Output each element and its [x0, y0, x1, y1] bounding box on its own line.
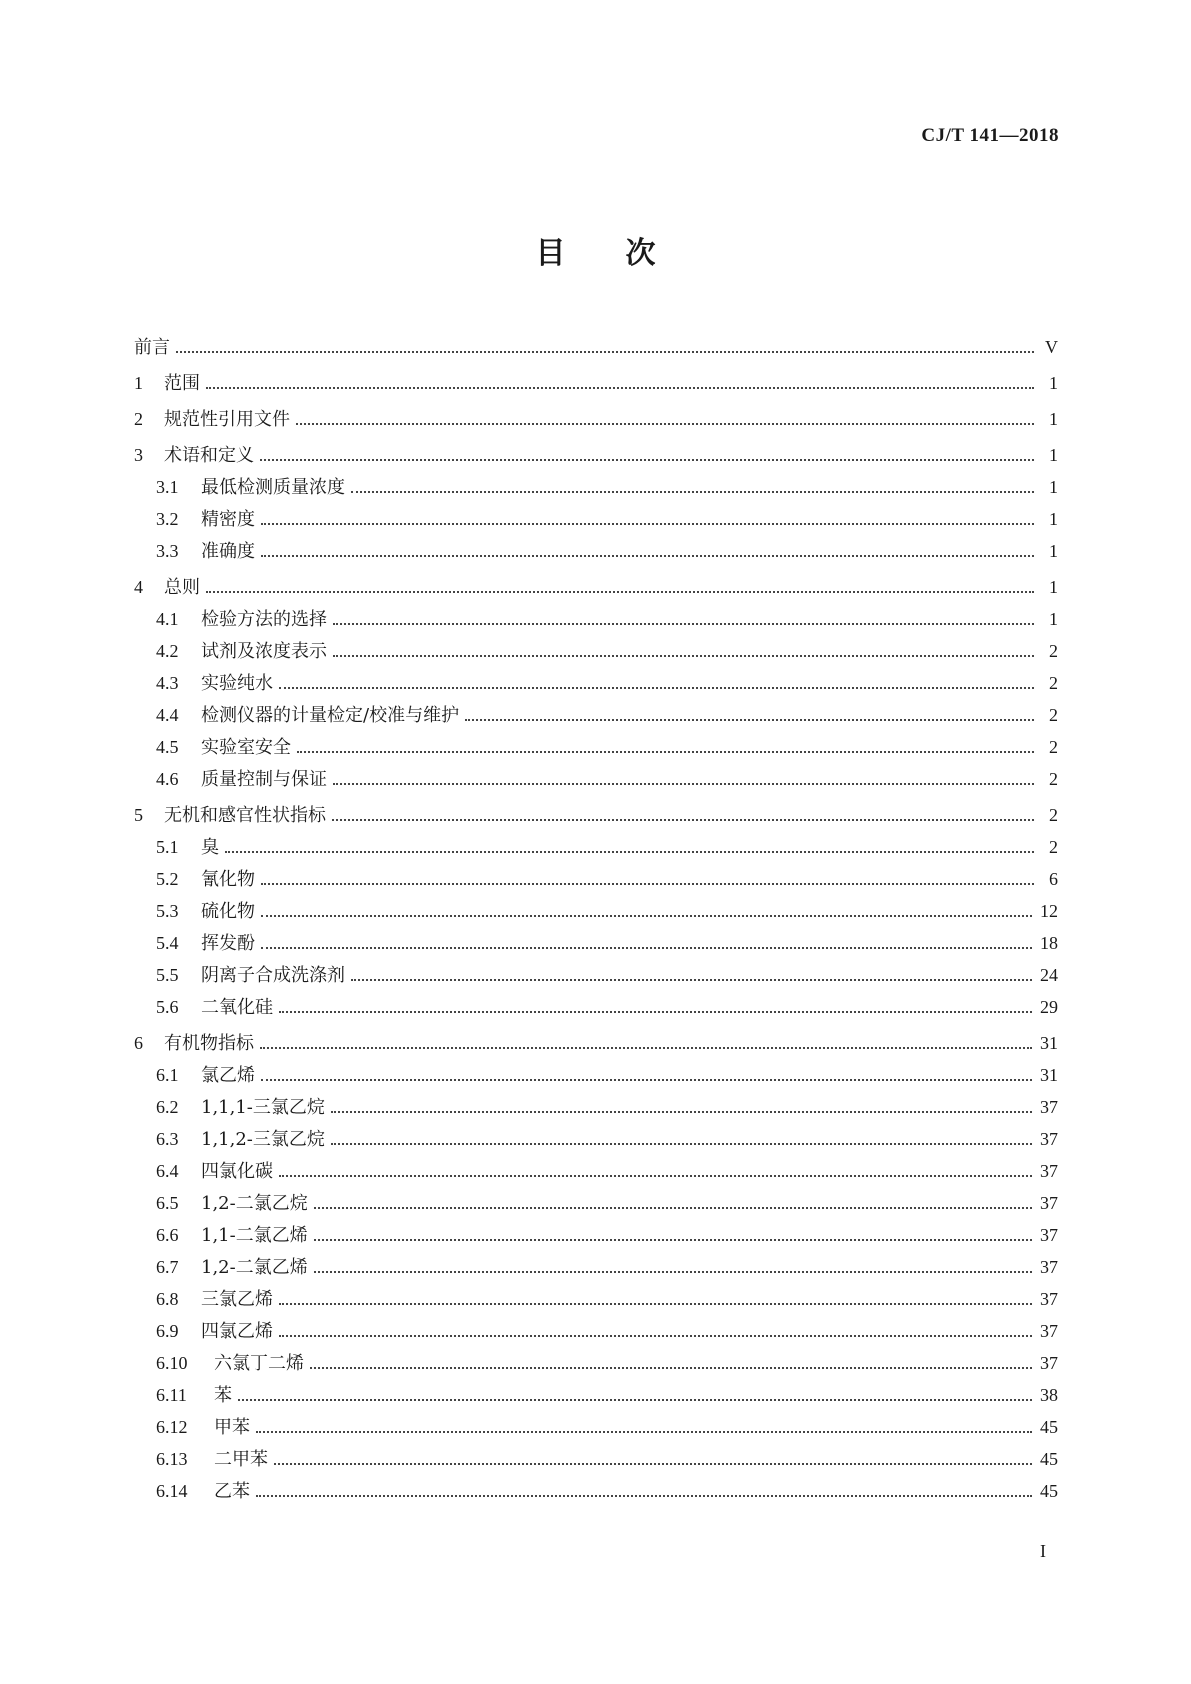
toc-entry-number: 6.8 [156, 1289, 179, 1309]
toc-entry-page: 1 [1049, 541, 1058, 561]
toc-entry-number: 6.3 [156, 1129, 179, 1149]
toc-leader-dots [279, 1302, 1032, 1305]
toc-entry-label: 1,2-二氯乙烷 [201, 1193, 308, 1214]
toc-leader-dots [206, 386, 1034, 389]
toc-entry-number: 5.2 [156, 869, 179, 889]
toc-entry-page: 1 [1049, 409, 1058, 429]
toc-entry-number: 4.4 [156, 705, 179, 725]
toc-entry-page: 1 [1049, 445, 1058, 465]
toc-entry-page: 6 [1049, 869, 1058, 889]
toc-entry-number: 4.5 [156, 737, 179, 757]
toc-entry[interactable] [134, 765, 1058, 797]
toc-leader-dots [331, 1142, 1032, 1145]
toc-entry[interactable] [134, 1189, 1058, 1221]
toc-entry[interactable] [134, 701, 1058, 733]
toc-leader-dots [351, 490, 1034, 493]
toc-leader-dots [238, 1398, 1032, 1401]
toc-entry-page: 18 [1040, 933, 1058, 953]
toc-entry-page: 37 [1040, 1321, 1058, 1341]
toc-entry-page: V [1045, 337, 1058, 357]
toc-entry-number: 6.12 [156, 1417, 188, 1437]
toc-leader-dots [351, 978, 1032, 981]
toc-leader-dots [261, 554, 1034, 557]
toc-entry-label: 苯 [214, 1385, 232, 1406]
toc-entry[interactable] [134, 441, 1058, 473]
toc-entry-label: 检测仪器的计量检定/校准与维护 [201, 705, 460, 726]
toc-entry-label: 氯乙烯 [201, 1065, 255, 1086]
toc-entry-page: 2 [1049, 837, 1058, 857]
toc-entry-number: 5.4 [156, 933, 179, 953]
toc-entry-label: 1,1,2-三氯乙烷 [201, 1129, 325, 1150]
toc-entry[interactable] [134, 1253, 1058, 1285]
toc-entry-label: 实验室安全 [201, 737, 291, 758]
toc-leader-dots [261, 1078, 1032, 1081]
toc-entry-number: 5.5 [156, 965, 179, 985]
toc-leader-dots [333, 622, 1034, 625]
toc-entry[interactable] [134, 405, 1058, 437]
toc-entry-label: 阴离子合成洗涤剂 [201, 965, 345, 986]
toc-entry[interactable] [134, 1157, 1058, 1189]
toc-entry-label: 最低检测质量浓度 [201, 477, 345, 498]
toc-entry-page: 2 [1049, 673, 1058, 693]
toc-entry-number: 6 [134, 1033, 143, 1053]
toc-entry[interactable] [134, 865, 1058, 897]
toc-entry[interactable] [134, 961, 1058, 993]
toc-entry-label: 氰化物 [201, 869, 255, 890]
toc-entry-label: 硫化物 [201, 901, 255, 922]
toc-entry-label: 乙苯 [214, 1481, 250, 1502]
toc-entry-number: 1 [134, 373, 143, 393]
toc-entry[interactable] [134, 1349, 1058, 1381]
toc-entry[interactable] [134, 929, 1058, 961]
toc-title: 目次 [535, 236, 716, 271]
toc-entry-page: 2 [1049, 769, 1058, 789]
toc-leader-dots [314, 1238, 1032, 1241]
toc-entry-label: 二甲苯 [214, 1449, 268, 1470]
toc-entry[interactable] [134, 537, 1058, 569]
toc-entry-label: 有机物指标 [164, 1033, 254, 1054]
toc-leader-dots [261, 946, 1032, 949]
toc-entry[interactable] [134, 1061, 1058, 1093]
toc-entry-label: 前言 [134, 337, 170, 358]
toc-entry-page: 38 [1040, 1385, 1058, 1405]
toc-entry-number: 3.1 [156, 477, 179, 497]
toc-entry-label: 臭 [201, 837, 219, 858]
toc-entry-number: 4.2 [156, 641, 179, 661]
toc-entry-number: 6.13 [156, 1449, 188, 1469]
toc-entry[interactable] [134, 1445, 1058, 1477]
toc-entry[interactable] [134, 505, 1058, 537]
toc-entry[interactable] [134, 833, 1058, 865]
toc-entry-label: 三氯乙烯 [201, 1289, 273, 1310]
toc-entry-label: 四氯化碳 [201, 1161, 273, 1182]
toc-entry-page: 12 [1040, 901, 1058, 921]
toc-leader-dots [279, 1334, 1032, 1337]
toc-entry-number: 6.1 [156, 1065, 179, 1085]
document-code: CJ/T 141—2018 [921, 125, 1059, 146]
toc-leader-dots [206, 590, 1034, 593]
toc-entry-label: 检验方法的选择 [201, 609, 327, 630]
toc-entry-number: 6.7 [156, 1257, 179, 1277]
toc-entry[interactable] [134, 333, 1058, 365]
toc-entry-page: 31 [1040, 1065, 1058, 1085]
toc-entry-page: 37 [1040, 1257, 1058, 1277]
toc-entry-label: 准确度 [201, 541, 255, 562]
toc-entry[interactable] [134, 605, 1058, 637]
toc-entry-label: 总则 [164, 577, 200, 598]
toc-entry-number: 6.9 [156, 1321, 179, 1341]
toc-entry-number: 5.3 [156, 901, 179, 921]
page-number: I [1040, 1541, 1046, 1561]
table-of-contents [134, 333, 1058, 1509]
toc-entry-label: 试剂及浓度表示 [201, 641, 327, 662]
toc-leader-dots [274, 1462, 1032, 1465]
toc-entry[interactable] [134, 1029, 1058, 1061]
toc-entry-label: 规范性引用文件 [164, 409, 290, 430]
toc-entry-page: 37 [1040, 1161, 1058, 1181]
toc-entry[interactable] [134, 1317, 1058, 1349]
toc-entry-page: 1 [1049, 477, 1058, 497]
toc-entry-page: 24 [1040, 965, 1058, 985]
toc-leader-dots [261, 882, 1034, 885]
toc-entry-page: 31 [1040, 1033, 1058, 1053]
toc-entry-label: 范围 [164, 373, 200, 394]
toc-entry-number: 3.2 [156, 509, 179, 529]
toc-entry[interactable] [134, 1285, 1058, 1317]
toc-entry-number: 6.14 [156, 1481, 188, 1501]
toc-leader-dots [296, 422, 1034, 425]
toc-entry-page: 45 [1040, 1417, 1058, 1437]
toc-entry-number: 3 [134, 445, 143, 465]
toc-leader-dots [261, 522, 1034, 525]
toc-entry-label: 无机和感官性状指标 [164, 805, 326, 826]
toc-entry-label: 精密度 [201, 509, 255, 530]
toc-entry-number: 4 [134, 577, 143, 597]
toc-entry-number: 6.2 [156, 1097, 179, 1117]
toc-entry-page: 2 [1049, 805, 1058, 825]
toc-leader-dots [297, 750, 1034, 753]
toc-entry-number: 6.10 [156, 1353, 188, 1373]
toc-entry-number: 2 [134, 409, 143, 429]
toc-leader-dots [279, 1010, 1032, 1013]
toc-entry-label: 挥发酚 [201, 933, 255, 954]
toc-entry[interactable] [134, 369, 1058, 401]
toc-entry-page: 1 [1049, 373, 1058, 393]
toc-entry-page: 37 [1040, 1225, 1058, 1245]
toc-entry-label: 1,1-二氯乙烯 [201, 1225, 308, 1246]
toc-entry[interactable] [134, 1221, 1058, 1253]
toc-leader-dots [256, 1494, 1032, 1497]
toc-entry[interactable] [134, 1413, 1058, 1445]
toc-entry[interactable] [134, 1381, 1058, 1413]
toc-entry[interactable] [134, 473, 1058, 505]
toc-leader-dots [260, 458, 1034, 461]
toc-entry-label: 四氯乙烯 [201, 1321, 273, 1342]
toc-entry-page: 2 [1049, 737, 1058, 757]
toc-entry[interactable] [134, 1477, 1058, 1509]
toc-leader-dots [279, 686, 1034, 689]
toc-leader-dots [333, 782, 1034, 785]
toc-leader-dots [279, 1174, 1032, 1177]
toc-entry-label: 甲苯 [214, 1417, 250, 1438]
toc-entry-label: 实验纯水 [201, 673, 273, 694]
toc-entry-page: 29 [1040, 997, 1058, 1017]
toc-entry-number: 6.6 [156, 1225, 179, 1245]
toc-entry-number: 4.1 [156, 609, 179, 629]
toc-entry[interactable] [134, 1093, 1058, 1125]
toc-entry-number: 5.6 [156, 997, 179, 1017]
toc-leader-dots [310, 1366, 1032, 1369]
toc-leader-dots [261, 914, 1032, 917]
toc-entry-page: 45 [1040, 1481, 1058, 1501]
toc-entry-page: 2 [1049, 705, 1058, 725]
toc-entry-page: 37 [1040, 1289, 1058, 1309]
toc-entry-label: 1,1,1-三氯乙烷 [201, 1097, 325, 1118]
toc-entry[interactable] [134, 897, 1058, 929]
toc-entry[interactable] [134, 1125, 1058, 1157]
toc-entry-label: 六氯丁二烯 [214, 1353, 304, 1374]
toc-entry-page: 45 [1040, 1449, 1058, 1469]
toc-leader-dots [332, 818, 1034, 821]
toc-entry[interactable] [134, 669, 1058, 701]
toc-entry-number: 4.3 [156, 673, 179, 693]
toc-leader-dots [176, 350, 1034, 353]
toc-entry-number: 6.4 [156, 1161, 179, 1181]
toc-entry-label: 术语和定义 [164, 445, 254, 466]
toc-leader-dots [331, 1110, 1032, 1113]
toc-entry-page: 1 [1049, 609, 1058, 629]
toc-entry-page: 1 [1049, 509, 1058, 529]
toc-entry[interactable] [134, 733, 1058, 765]
toc-leader-dots [333, 654, 1034, 657]
toc-leader-dots [260, 1046, 1032, 1049]
toc-entry-page: 37 [1040, 1129, 1058, 1149]
toc-leader-dots [465, 718, 1034, 721]
toc-entry[interactable] [134, 573, 1058, 605]
toc-leader-dots [314, 1206, 1032, 1209]
toc-entry-label: 质量控制与保证 [201, 769, 327, 790]
toc-entry-label: 1,2-二氯乙烯 [201, 1257, 308, 1278]
toc-entry-page: 37 [1040, 1353, 1058, 1373]
toc-entry-number: 4.6 [156, 769, 179, 789]
toc-entry-page: 37 [1040, 1193, 1058, 1213]
toc-entry-number: 3.3 [156, 541, 179, 561]
toc-leader-dots [225, 850, 1034, 853]
toc-entry-number: 5 [134, 805, 143, 825]
toc-entry-page: 2 [1049, 641, 1058, 661]
toc-entry-page: 1 [1049, 577, 1058, 597]
toc-entry-number: 6.11 [156, 1385, 187, 1405]
toc-leader-dots [256, 1430, 1032, 1433]
toc-entry[interactable] [134, 801, 1058, 833]
toc-entry-label: 二氧化硅 [201, 997, 273, 1018]
toc-entry[interactable] [134, 637, 1058, 669]
toc-entry-number: 5.1 [156, 837, 179, 857]
toc-entry[interactable] [134, 993, 1058, 1025]
toc-entry-number: 6.5 [156, 1193, 179, 1213]
toc-entry-page: 37 [1040, 1097, 1058, 1117]
toc-leader-dots [314, 1270, 1032, 1273]
